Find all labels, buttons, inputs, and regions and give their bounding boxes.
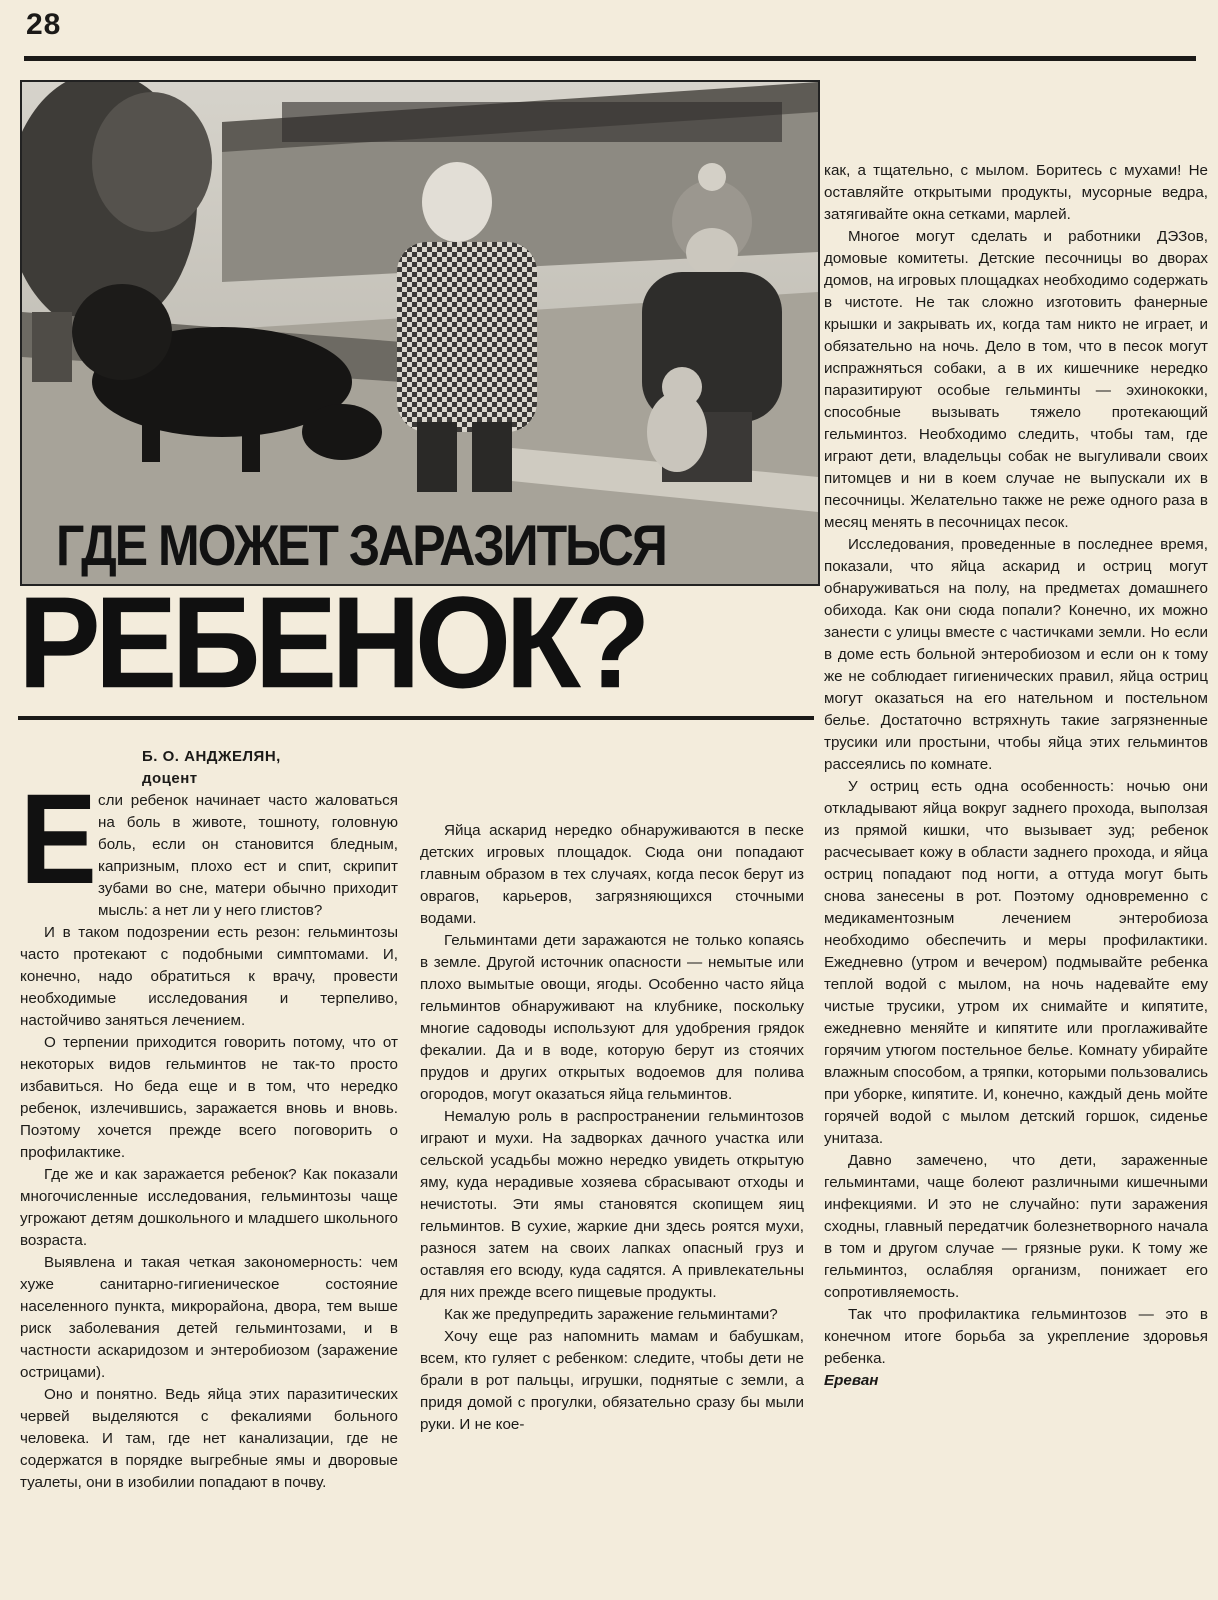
signature-city: Ереван: [824, 1372, 879, 1389]
paragraph: Яйца аскарид нередко обнаруживаются в песке детских игровых площадок. Сюда они попадают главным образом в тех случаях, когда песок берут из оврагов, карьеров, загрязняющихся сточными водами.: [420, 822, 804, 927]
article-photo: [20, 80, 820, 586]
paragraph: Давно замечено, что дети, зараженные гельминтами, чаще болеют различными кишечными инфекциями. И это не случайно: пути заражения сходны, главный передатчик болезнетворного начала в том и другом случае — грязные руки. К тому же гельминтоз, ослабляя организм, понижает его сопротивляемость.: [824, 1152, 1208, 1301]
paragraph: Выявлена и такая четкая закономерность: чем хуже санитарно-гигиеническое состояние населенного пункта, микрорайона, двора, тем выше риск заболевания детей гельминтозами, и в частности аскаридозом и энтеробиозом (заражение острицами).: [20, 1254, 398, 1381]
paragraph: сли ребенок начинает часто жаловаться на боль в животе, тошноту, головную боль, если он становится бледным, капризным, плохо ест и спит, скрипит зубами во сне, матери обычно приходит мысль: а нет ли у него глистов?: [98, 792, 398, 919]
paragraph: Хочу еще раз напомнить мамам и бабушкам, всем, кто гуляет с ребенком: следите, чтобы дети не брали в рот пальцы, игрушки, поднятые с земли, а придя домой с прогулки, обязательно сразу бы мыли руки. И не кое-: [420, 1328, 804, 1433]
paragraph: Исследования, проведенные в последнее время, показали, что яйца аскарид и остриц могут обнаруживаться на полу, на предметах домашнего обихода. Как они сюда попали? Конечно, их можно занести с улицы вместе с частичками земли. Но если в доме есть больной энтеробиозом и если он к тому же не соблюдает гигиенических правил, яйца остриц могут оказаться на его нательном и постельном белье. Достаточно встряхнуть такие загрязненные трусики или простыни, чтобы яйца этих гельминтов рассеялись по комнате.: [824, 536, 1208, 773]
drop-cap: Е: [20, 768, 97, 911]
paragraph: как, а тщательно, с мылом. Боритесь с мухами! Не оставляйте открытыми продукты, мусорные ведра, затягивайте окна сетками, марлей.: [824, 162, 1208, 223]
children-with-dog-photo: [22, 82, 818, 584]
column-2: [420, 820, 804, 1436]
page-number: 28: [26, 8, 62, 41]
headline-line-1: ГДЕ МОЖЕТ ЗАРАЗИТЬСЯ: [56, 513, 666, 578]
paragraph: У остриц есть одна особенность: ночью они откладывают яйца вокруг заднего прохода, выползая из прямой кишки, что вызывает зуд; ребенок расчесывает кожу в области заднего прохода, и яйца остриц попадают под ногти, а оттуда могут быть снова занесены в рот. Поэтому одновременно с медикаментозным лечением энтеробиоза необходимо обеспечить и меры профилактики. Ежедневно (утром и вечером) подмывайте ребенка теплой водой с мылом, на ночь надевайте ему чистые трусики, утром их снимайте и кипятите, ежедневно меняйте и кипятите или проглаживайте горячим утюгом постельное белье. Комнату убирайте влажным способом, а тряпки, которыми пользовались при уборке, кипятите. И, конечно, каждый день мойте горячей водой с мылом детский горшок, сиденье унитаза.: [824, 778, 1208, 1147]
paragraph: Как же предупредить заражение гельминтами?: [444, 1306, 778, 1323]
top-rule: [24, 56, 1196, 61]
paragraph: Так что профилактика гельминтозов — это в конечном итоге борьба за укрепление здоровья ребенка.: [824, 1306, 1208, 1367]
paragraph: Гельминтами дети заражаются не только копаясь в земле. Другой источник опасности — немытые или плохо вымытые овощи, ягоды. Особенно часто яйца гельминтов обнаруживают на клубнике, поскольку многие садоводы используют для удобрения грядок фекалии. Да и в воде, которую берут из стоячих прудов и других открытых водоемов для полива огородов, могут оказаться яйца гельминтов.: [420, 932, 804, 1103]
column-3: [824, 160, 1208, 1392]
paragraph: О терпении приходится говорить потому, что от некоторых видов гельминтов не так-то просто избавиться. Но беда еще и в том, что нередко ребенок, излечившись, заражается вновь и вновь. Поэтому хочется прежде всего поговорить о профилактике.: [20, 1034, 398, 1161]
paragraph: И в таком подозрении есть резон: гельминтозы часто протекают с подобными симптомами. И, конечно, надо обратиться к врачу, провести необходимые исследования и терпеливо, настойчиво заняться лечением.: [20, 924, 398, 1029]
paragraph: Оно и понятно. Ведь яйца этих паразитических червей выделяются с фекалиями больного человека. И там, где нет канализации, где не содержатся в порядке выгребные ямы и дворовые туалеты, они в изобилии попадают в почву.: [20, 1386, 398, 1491]
author-name: Б. О. АНДЖЕЛЯН,: [142, 748, 281, 765]
byline: [142, 746, 281, 790]
headline-rule: [18, 716, 814, 720]
paragraph: Многое могут сделать и работники ДЭЗов, домовые комитеты. Детские песочницы во дворах домов, на игровых площадках необходимо содержать в чистоте. Не так сложно изготовить фанерные крышки и закрывать их, когда там никто не играет, и обязательно на ночь. Дело в том, что в песок могут испражняться собаки, а в их кишечнике нередко паразитируют особые гельминты — эхинококки, способные вызывать тяжело протекающий гельминтоз. Необходимо следить, чтобы там, где играют дети, владельцы собак не выгуливали своих питомцев и ни в коем случае не выпускали их в песочницы. Желательно также не реже одного раза в месяц менять в песочницах песок.: [824, 228, 1208, 531]
author-title: доцент: [142, 770, 198, 787]
paragraph: Где же и как заражается ребенок? Как показали многочисленные исследования, гельминтозы чаще угрожают детям дошкольного и младшего школьного возраста.: [20, 1166, 398, 1249]
paragraph: Немалую роль в распространении гельминтозов играют и мухи. На задворках дачного участка или сельской усадьбы можно нередко увидеть открытую яму, куда нерадивые хозяева сбрасывают отходы и нечистоты. Эти ямы становятся скопищем яиц гельминтов. В сухие, жаркие дни здесь роятся мухи, разнося затем на своих лапках опасный груз и оставляя его всюду, куда садятся. А привлекательны для них прежде всего пищевые продукты.: [420, 1108, 804, 1301]
headline-line-2: РЕБЕНОК?: [18, 570, 645, 716]
